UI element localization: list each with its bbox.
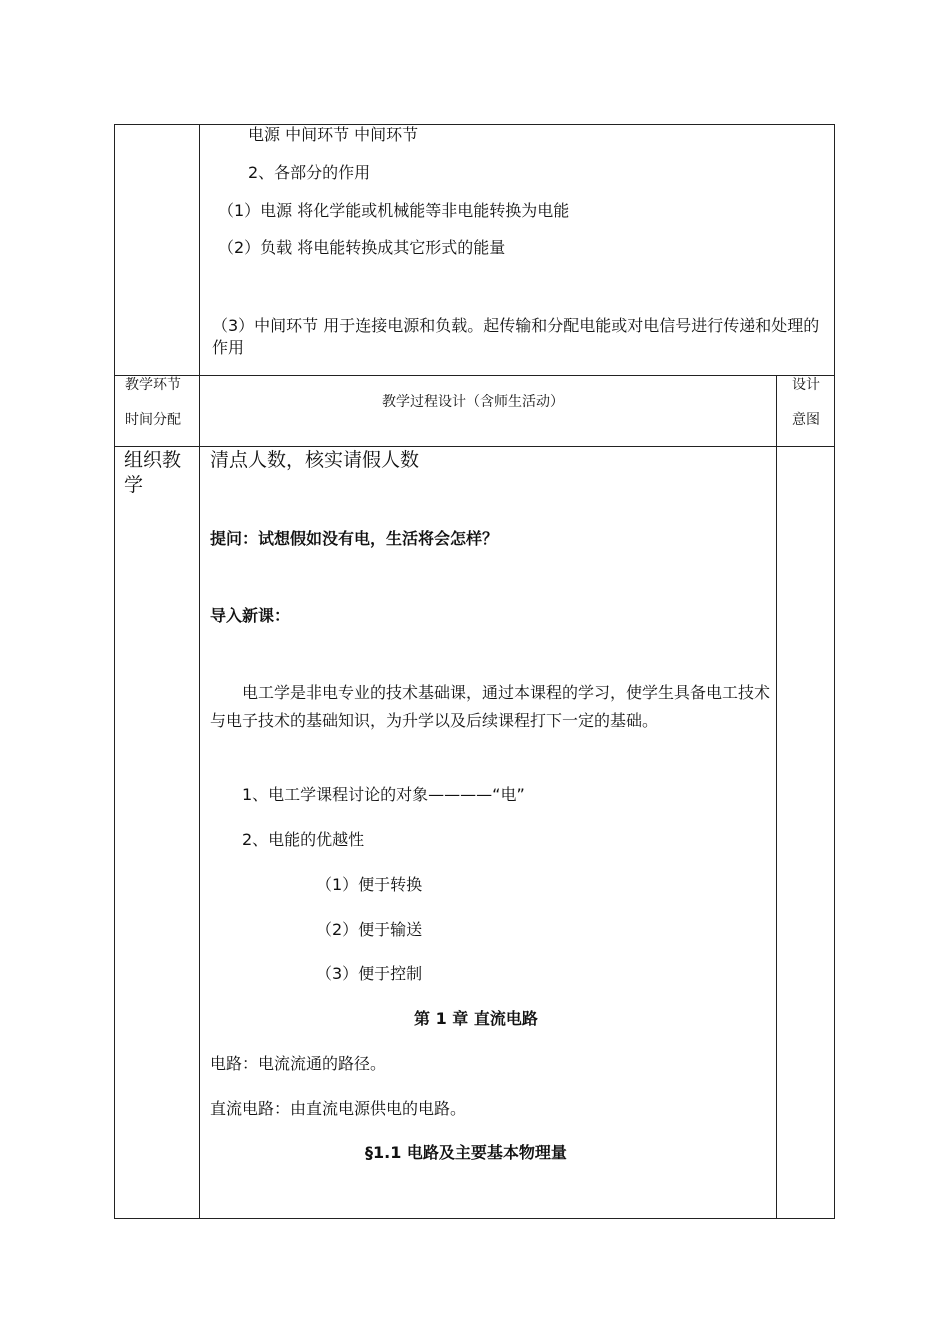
intermediate-link-function: （3）中间环节 用于连接电源和负载。起传输和分配电能或对电信号进行传递和处理的作用 xyxy=(212,316,820,357)
roll-call-text: 清点人数，核实请假人数 xyxy=(210,449,420,471)
stage-label-organize-teaching: 组织教学 xyxy=(124,449,182,496)
definition-dc-circuit: 直流电路：由直流电源供电的电路。 xyxy=(210,1099,467,1118)
table-col-divider-2 xyxy=(776,375,777,1219)
sub-item-convert: （1）便于转换 xyxy=(316,875,423,894)
circuit-parts-line: 电源 中间环节 中间环节 xyxy=(248,125,419,144)
power-source-function: （1）电源 将化学能或机械能等非电能转换为电能 xyxy=(218,201,570,220)
intro-heading: 导入新课： xyxy=(210,606,291,625)
table-row-divider-1 xyxy=(114,375,835,376)
intro-paragraph: 电工学是非电专业的技术基础课，通过本课程的学习，使学生具备电工技术与电子技术的基础知识，为升学以及后续课程打下一定的基础。 xyxy=(210,683,771,730)
parts-function-heading: 2、各部分的作用 xyxy=(248,163,371,182)
section-title: §1.1 电路及主要基本物理量 xyxy=(365,1143,567,1162)
sub-item-transmit: （2）便于输送 xyxy=(316,920,423,939)
header-process-design: 教学过程设计（含师生活动） xyxy=(382,394,564,410)
sub-item-control: （3）便于控制 xyxy=(316,964,423,983)
header-design-label: 设计 xyxy=(792,377,820,393)
chapter-title: 第 1 章 直流电路 xyxy=(414,1009,538,1028)
list-item-1: 1、电工学课程讨论的对象————“电” xyxy=(242,785,525,804)
header-time-allocation: 时间分配 xyxy=(125,412,181,428)
question-text: 提问：试想假如没有电，生活将会怎样？ xyxy=(210,529,499,548)
table-row-divider-2 xyxy=(114,446,835,447)
definition-circuit: 电路：电流流通的路径。 xyxy=(210,1054,387,1073)
table-col-divider-1 xyxy=(199,124,200,1219)
list-item-2: 2、电能的优越性 xyxy=(242,830,365,849)
load-function: （2）负载 将电能转换成其它形式的能量 xyxy=(218,238,506,257)
header-intent-label: 意图 xyxy=(792,412,820,428)
header-teaching-stage: 教学环节 xyxy=(125,377,181,393)
